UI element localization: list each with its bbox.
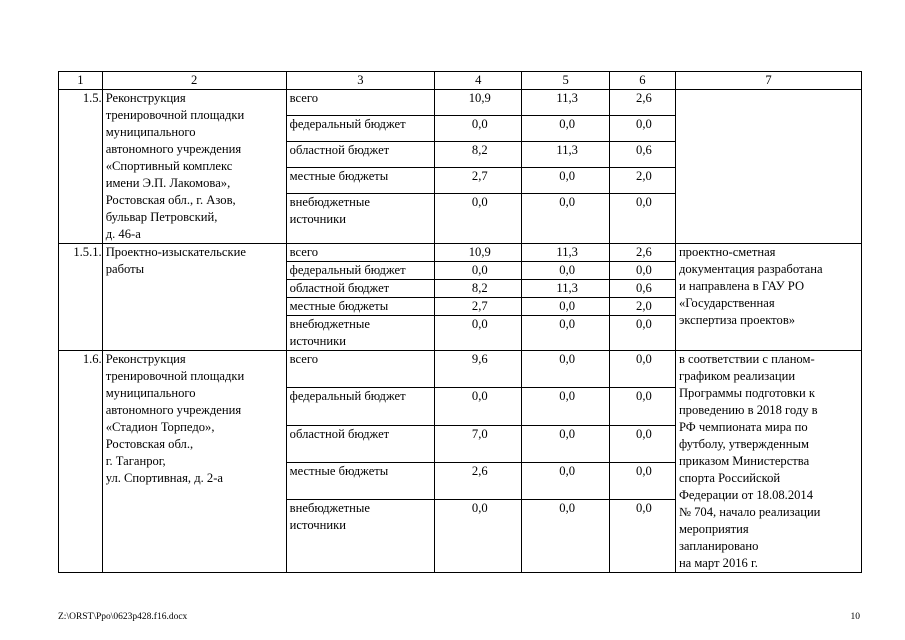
- amount-cell-v5: 0,0: [522, 115, 609, 141]
- funding-source: местные бюджеты: [286, 298, 434, 316]
- amount-cell-v4: 2,6: [435, 463, 522, 500]
- funding-source: областной бюджет: [286, 141, 434, 167]
- amount-cell-v5: 11,3: [522, 244, 609, 262]
- amount-cell-v6: 0,0: [609, 262, 675, 280]
- item-note: в соответствии с планом- графиком реализации Программы подготовки к проведению в 2018 году в РФ чемпионата мира по футболу, утвержденным приказом Министерства спорта Российской Федерации от 18.08.2014 № 704, начало реализации мероприятия запланировано на март 2016 г.: [675, 351, 861, 573]
- amount-cell-v6: 2,6: [609, 244, 675, 262]
- funding-source: внебюджетные источники: [286, 500, 434, 573]
- funding-source: федеральный бюджет: [286, 388, 434, 425]
- amount-cell-v4: 7,0: [435, 425, 522, 462]
- funding-source: всего: [286, 90, 434, 116]
- item-code: 1.6.: [59, 351, 103, 573]
- amount-cell-v4: 8,2: [435, 141, 522, 167]
- amount-cell-v5: 11,3: [522, 141, 609, 167]
- amount-cell-v5: 0,0: [522, 193, 609, 243]
- column-header: 7: [675, 72, 861, 90]
- column-header: 1: [59, 72, 103, 90]
- amount-cell-v5: 0,0: [522, 388, 609, 425]
- item-code: 1.5.: [59, 90, 103, 244]
- funding-source: внебюджетные источники: [286, 316, 434, 351]
- amount-cell-v6: 0,6: [609, 141, 675, 167]
- amount-cell-v4: 0,0: [435, 316, 522, 351]
- funding-source: областной бюджет: [286, 280, 434, 298]
- funding-source: федеральный бюджет: [286, 262, 434, 280]
- budget-table: [58, 71, 862, 573]
- amount-cell-v6: 0,6: [609, 280, 675, 298]
- amount-cell-v6: 0,0: [609, 193, 675, 243]
- amount-cell-v4: 0,0: [435, 193, 522, 243]
- page-number: 10: [850, 612, 860, 622]
- amount-cell-v5: 11,3: [522, 280, 609, 298]
- file-path: Z:\ORST\Ppo\0623p428.f16.docx: [58, 612, 188, 622]
- column-header: 3: [286, 72, 434, 90]
- column-header: 4: [435, 72, 522, 90]
- funding-source: всего: [286, 351, 434, 388]
- table-row: [59, 351, 862, 388]
- amount-cell-v4: 2,7: [435, 167, 522, 193]
- amount-cell-v6: 2,6: [609, 90, 675, 116]
- amount-cell-v4: 2,7: [435, 298, 522, 316]
- table-header-row: [59, 72, 862, 90]
- amount-cell-v4: 8,2: [435, 280, 522, 298]
- amount-cell-v6: 0,0: [609, 500, 675, 573]
- amount-cell-v5: 0,0: [522, 167, 609, 193]
- amount-cell-v5: 0,0: [522, 316, 609, 351]
- amount-cell-v4: 9,6: [435, 351, 522, 388]
- item-name: Проектно-изыскательские работы: [102, 244, 286, 351]
- amount-cell-v5: 0,0: [522, 425, 609, 462]
- amount-cell-v5: 11,3: [522, 90, 609, 116]
- column-header: 6: [609, 72, 675, 90]
- amount-cell-v5: 0,0: [522, 351, 609, 388]
- amount-cell-v6: 0,0: [609, 115, 675, 141]
- funding-source: областной бюджет: [286, 425, 434, 462]
- item-note: [675, 90, 861, 244]
- amount-cell-v4: 0,0: [435, 388, 522, 425]
- amount-cell-v5: 0,0: [522, 500, 609, 573]
- column-header: 2: [102, 72, 286, 90]
- amount-cell-v5: 0,0: [522, 463, 609, 500]
- amount-cell-v6: 0,0: [609, 463, 675, 500]
- amount-cell-v4: 10,9: [435, 244, 522, 262]
- amount-cell-v5: 0,0: [522, 298, 609, 316]
- item-code: 1.5.1.: [59, 244, 103, 351]
- item-name: Реконструкция тренировочной площадки муниципального автономного учреждения «Стадион Торпедо», Ростовская обл., г. Таганрог, ул. Спортивная, д. 2-а: [102, 351, 286, 573]
- amount-cell-v6: 0,0: [609, 388, 675, 425]
- amount-cell-v6: 2,0: [609, 167, 675, 193]
- funding-source: местные бюджеты: [286, 463, 434, 500]
- item-name: Реконструкция тренировочной площадки муниципального автономного учреждения «Спортивный комплекс имени Э.П. Лакомова», Ростовская обл., г. Азов, бульвар Петровский, д. 46-а: [102, 90, 286, 244]
- funding-source: внебюджетные источники: [286, 193, 434, 243]
- funding-source: федеральный бюджет: [286, 115, 434, 141]
- funding-source: всего: [286, 244, 434, 262]
- amount-cell-v4: 0,0: [435, 115, 522, 141]
- amount-cell-v4: 0,0: [435, 262, 522, 280]
- amount-cell-v6: 0,0: [609, 316, 675, 351]
- column-header: 5: [522, 72, 609, 90]
- amount-cell-v5: 0,0: [522, 262, 609, 280]
- amount-cell-v6: 0,0: [609, 425, 675, 462]
- item-note: проектно-сметная документация разработана и направлена в ГАУ РО «Государственная экспертиза проектов»: [675, 244, 861, 351]
- amount-cell-v6: 2,0: [609, 298, 675, 316]
- amount-cell-v6: 0,0: [609, 351, 675, 388]
- funding-source: местные бюджеты: [286, 167, 434, 193]
- amount-cell-v4: 0,0: [435, 500, 522, 573]
- amount-cell-v4: 10,9: [435, 90, 522, 116]
- table-row: [59, 244, 862, 262]
- table-row: [59, 90, 862, 116]
- table-body: [59, 90, 862, 573]
